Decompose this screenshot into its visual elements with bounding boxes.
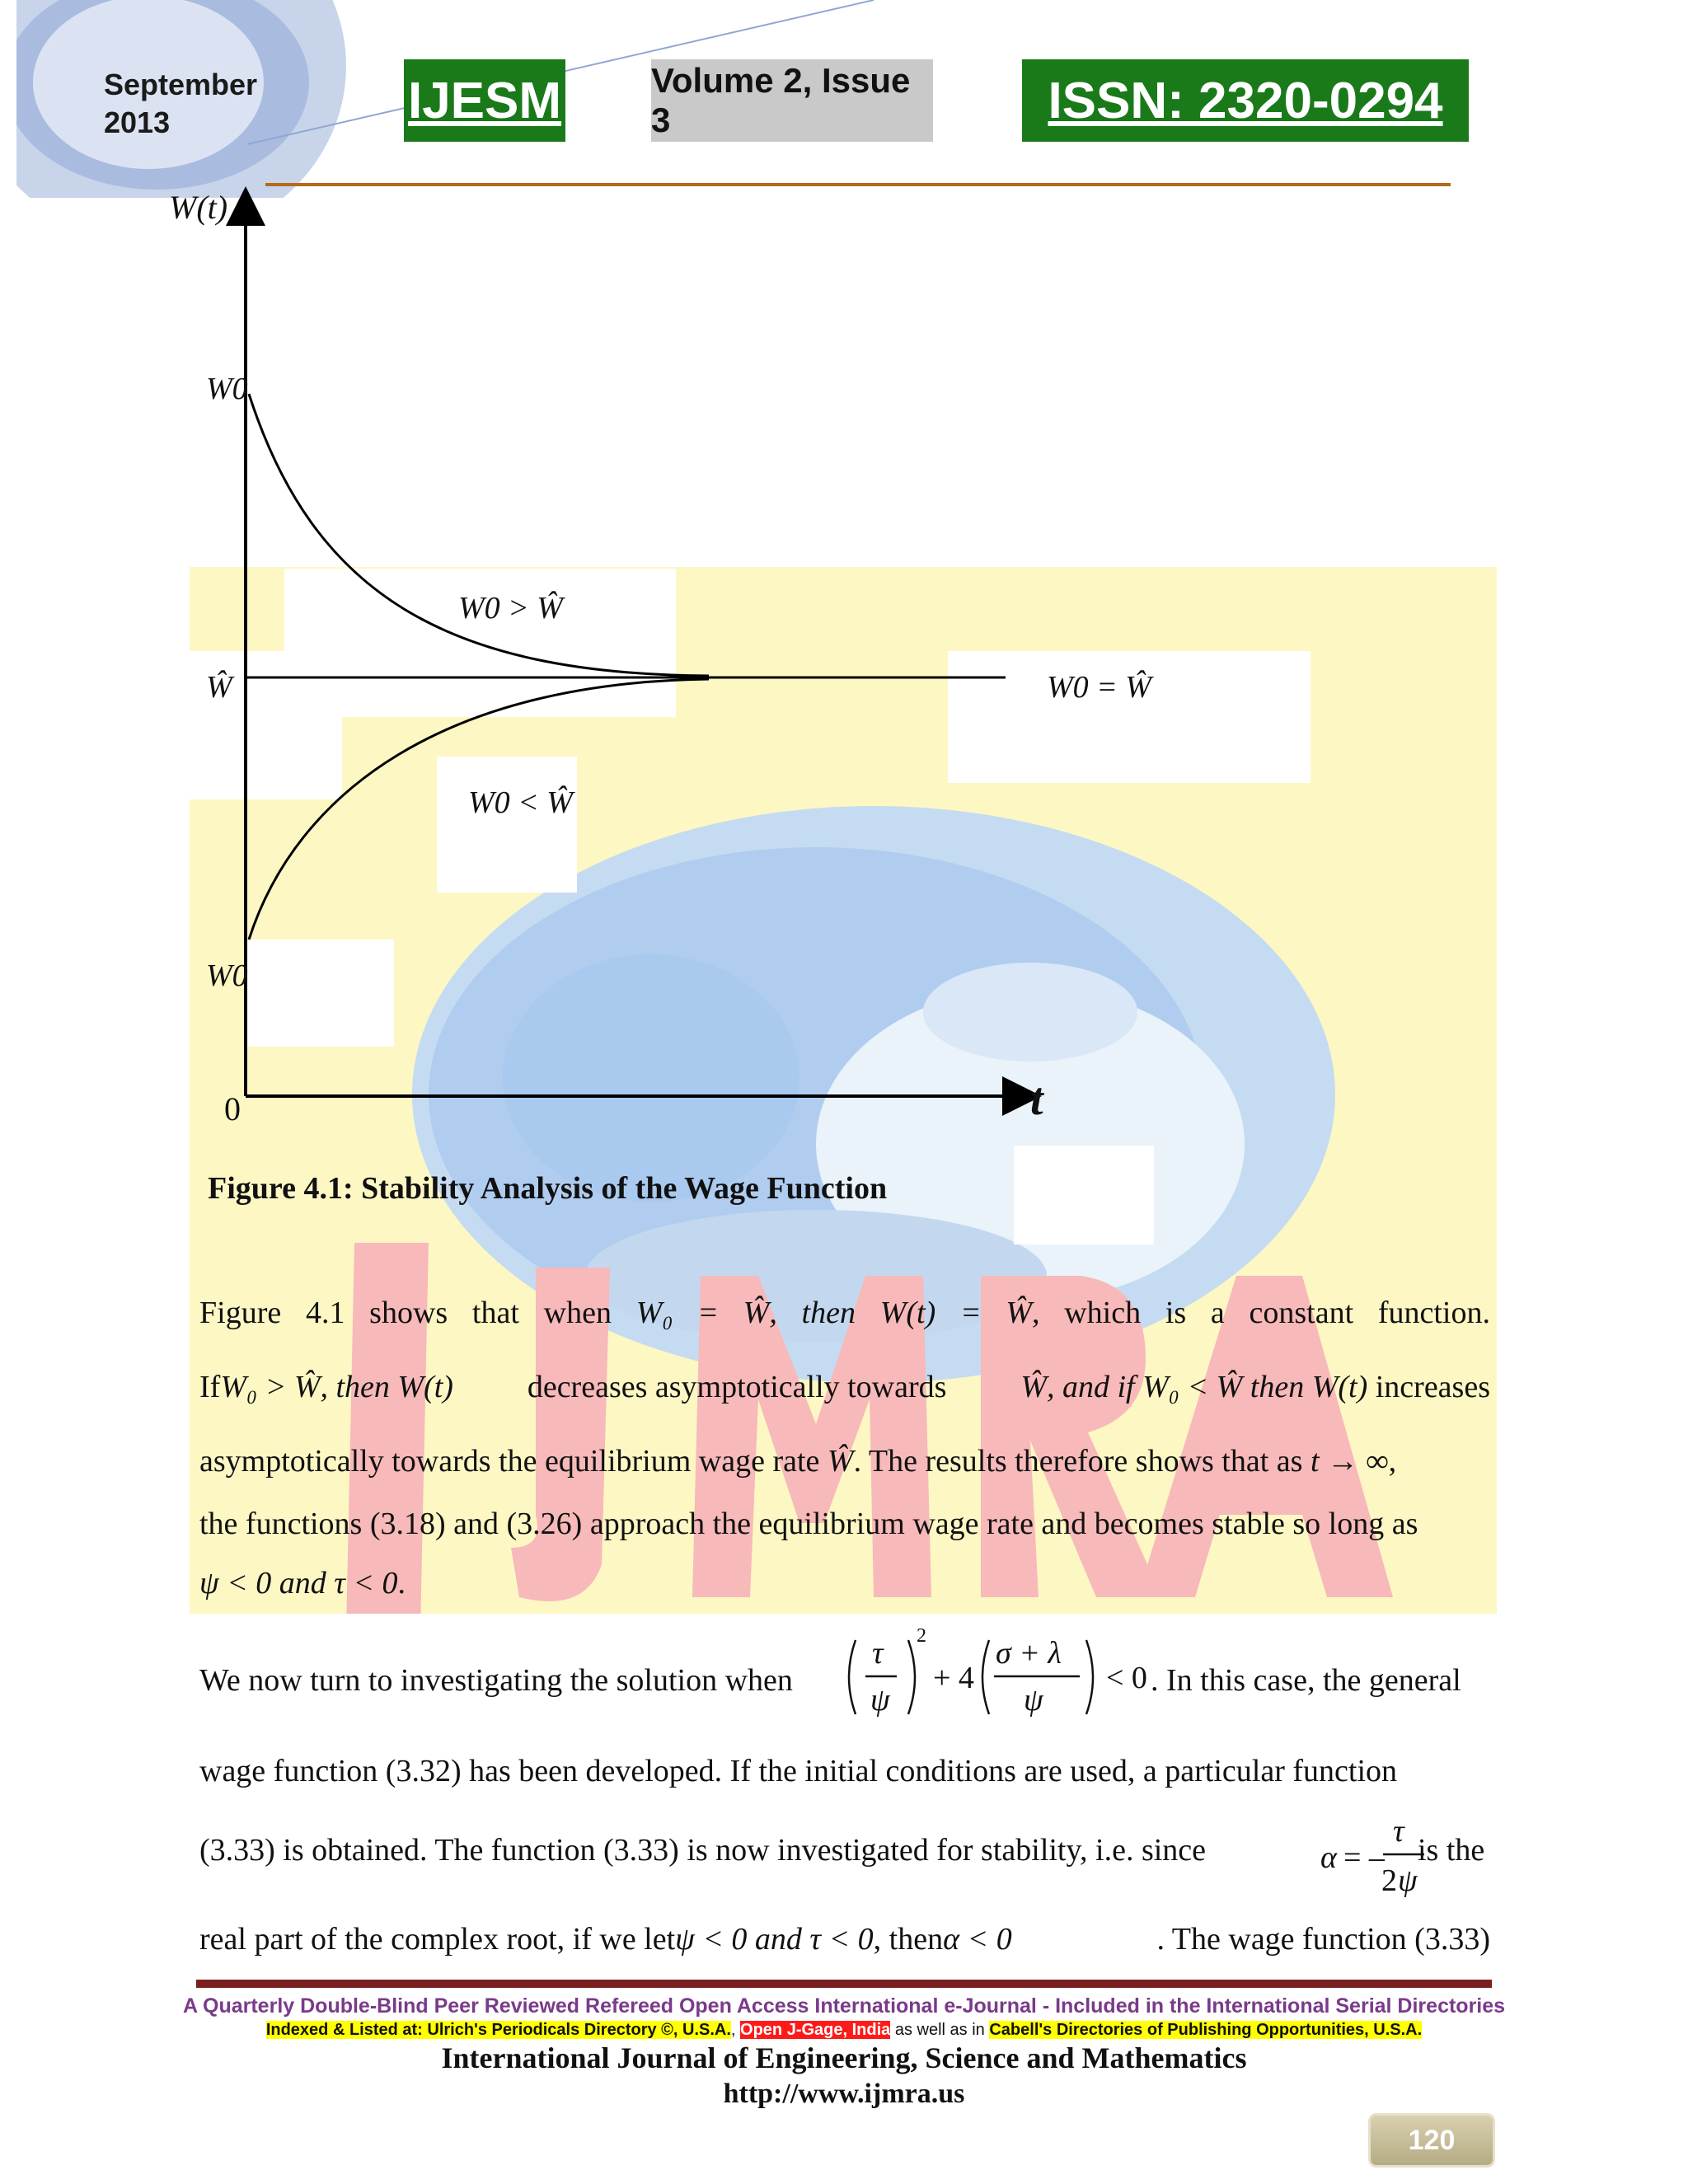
curve-upper-label: W0 > Ŵ [458,591,563,626]
figure-caption: Figure 4.1: Stability Analysis of the Wage Function [208,1171,888,1206]
text-span: . [397,1566,406,1601]
paragraph-line-3 [199,1442,1490,1480]
paragraph-line-4: the functions (3.18) and (3.26) approach the equilibrium wage rate and becomes stable so long as [199,1507,1418,1541]
footer-journal-name: International Journal of Engineering, Science and Mathematics [441,2041,1247,2074]
label-mask [1014,1146,1154,1244]
paragraph-line-6-end: . In this case, the general [1151,1663,1461,1698]
svg-text:ψ: ψ [1024,1683,1043,1718]
paragraph-line-9 [199,1920,1490,1958]
text-span: decreases asymptotically towards [527,1370,947,1404]
text-span: . The results therefore shows that as [853,1444,1311,1479]
issue-month: September [104,68,258,101]
svg-text:ψ: ψ [870,1683,890,1718]
text-span: , then [873,1922,944,1957]
svg-text:+ 4: + 4 [933,1661,974,1695]
svg-text:< 0: < 0 [1106,1661,1147,1695]
text-span: , [1388,1444,1397,1479]
alpha-definition [1319,1808,1426,1907]
math-inline: ψ < 0 and τ < 0 [675,1922,874,1957]
svg-text:ψ: ψ [1398,1863,1418,1898]
wage-stability-figure [132,181,1071,1137]
issue-date [104,66,257,142]
math-inline: Ŵ, and if W₀ < Ŵ then W(t) [1020,1370,1368,1404]
paragraph-line-5 [199,1564,406,1602]
inequality-expression [841,1624,1154,1731]
issue-year: 2013 [104,105,171,139]
math-inline: α < 0 [943,1922,1012,1957]
math-inline: Ŵ [827,1444,854,1479]
y-axis-label: W(t) [169,189,228,226]
w0-upper-label: W0 [206,372,248,406]
footer-indexing-jgage: Open J-Gage, India [740,2021,891,2039]
w0-lower-label: W0 [206,958,248,993]
decreasing-curve [249,394,709,676]
curve-lower-label: W0 < Ŵ [468,785,573,820]
footer-url[interactable]: http://www.ijmra.us [723,2079,965,2109]
text-span: If [199,1370,221,1404]
svg-text:2: 2 [917,1625,926,1647]
footer-rule [196,1980,1492,1988]
text-span: . The wage function (3.33) [1156,1922,1490,1957]
math-inline: W₀ = Ŵ, then W(t) = Ŵ [635,1296,1032,1330]
svg-text:= –: = – [1343,1840,1385,1875]
text-span: Figure 4.1 shows that when [199,1296,612,1330]
svg-text:τ: τ [1393,1814,1404,1849]
math-inline: ψ < 0 and τ < 0 [199,1566,398,1601]
footer-indexing: Indexed & Listed at: Ulrich's Periodicals Directory ©, U.S.A., Open J-Gage, India as well as in Cabell's Directories of Publishing Opportunities, U.S.A. [265,2021,1423,2039]
svg-text:σ + λ: σ + λ [996,1636,1062,1671]
x-axis-label: t [1030,1074,1043,1125]
journal-abbreviation: IJESM [404,59,565,142]
footer-indexing-cabell: Cabell's Directories of Publishing Opportunities, U.S.A. [989,2021,1423,2039]
text-span: asymptotically towards the equilibrium wage rate [199,1444,828,1479]
svg-text:2: 2 [1381,1863,1397,1898]
text-span: real part of the complex root, if we let [199,1922,676,1957]
paragraph-line-2 [199,1368,1490,1406]
footer-indexing-ulrich: Indexed & Listed at: Ulrich's Periodicals Directory ©, U.S.A. [265,2021,731,2039]
math-inline: t → ∞ [1310,1444,1389,1479]
paragraph-line-6-start: We now turn to investigating the solution when [199,1663,793,1698]
paragraph-line-8-end: is the [1418,1833,1485,1868]
svg-text:α: α [1320,1840,1337,1875]
volume-issue: Volume 2, Issue 3 [651,59,933,142]
paragraph-line-7: wage function (3.32) has been developed. If the initial conditions are used, a particular function [199,1754,1397,1788]
text-span: as well as in [890,2021,990,2039]
paragraph-line-8-start: (3.33) is obtained. The function (3.33) is now investigated for stability, i.e. since [199,1833,1207,1868]
issn-label: ISSN: 2320-0294 [1022,59,1469,142]
svg-text:τ: τ [872,1636,884,1671]
equilibrium-label: W0 = Ŵ [1047,670,1151,705]
math-inline: W₀ > Ŵ, then W(t) [220,1370,453,1404]
text-span: increases [1367,1370,1490,1404]
paragraph-line-1 [199,1294,1490,1332]
origin-label: 0 [224,1090,241,1127]
text-span: , which is a constant function. [1031,1296,1490,1330]
page-number: 120 [1368,2113,1495,2168]
w-hat-label: Ŵ [206,670,232,705]
footer-tagline: A Quarterly Double-Blind Peer Reviewed Refereed Open Access International e-Journal - Included in the International Serial Directories [182,1994,1506,2018]
